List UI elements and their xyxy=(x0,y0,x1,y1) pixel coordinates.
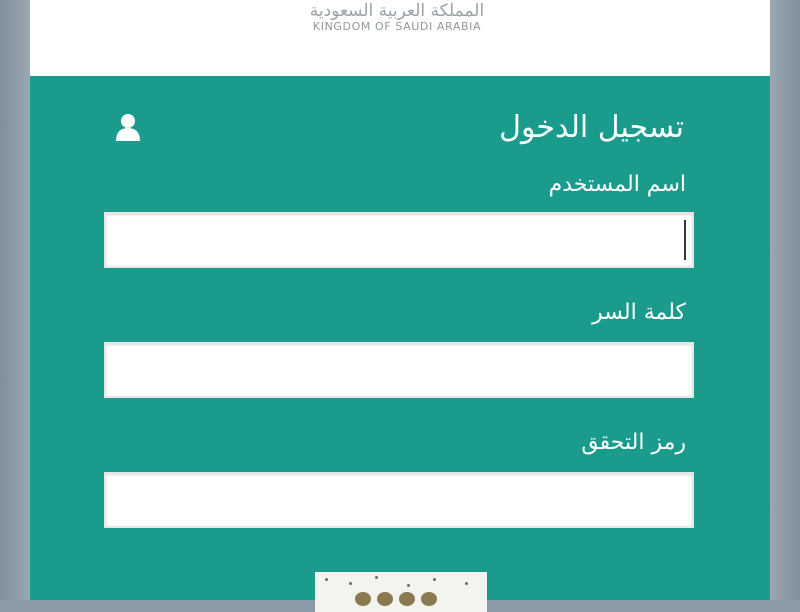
captcha-label: رمز التحقق xyxy=(581,430,686,455)
user-icon xyxy=(114,112,142,142)
username-label: اسم المستخدم xyxy=(548,172,686,197)
header xyxy=(30,0,770,76)
login-title: تسجيل الدخول xyxy=(499,110,684,145)
username-input[interactable] xyxy=(104,212,694,268)
login-page xyxy=(30,0,770,600)
text-caret xyxy=(684,220,686,260)
logo-arabic-text: المملكة العربية السعودية xyxy=(309,1,485,21)
password-label: كلمة السر xyxy=(592,300,686,325)
captcha-image xyxy=(315,572,487,612)
password-input[interactable] xyxy=(104,342,694,398)
captcha-input[interactable] xyxy=(104,472,694,528)
logo-english-text: KINGDOM OF SAUDI ARABIA xyxy=(312,20,482,33)
